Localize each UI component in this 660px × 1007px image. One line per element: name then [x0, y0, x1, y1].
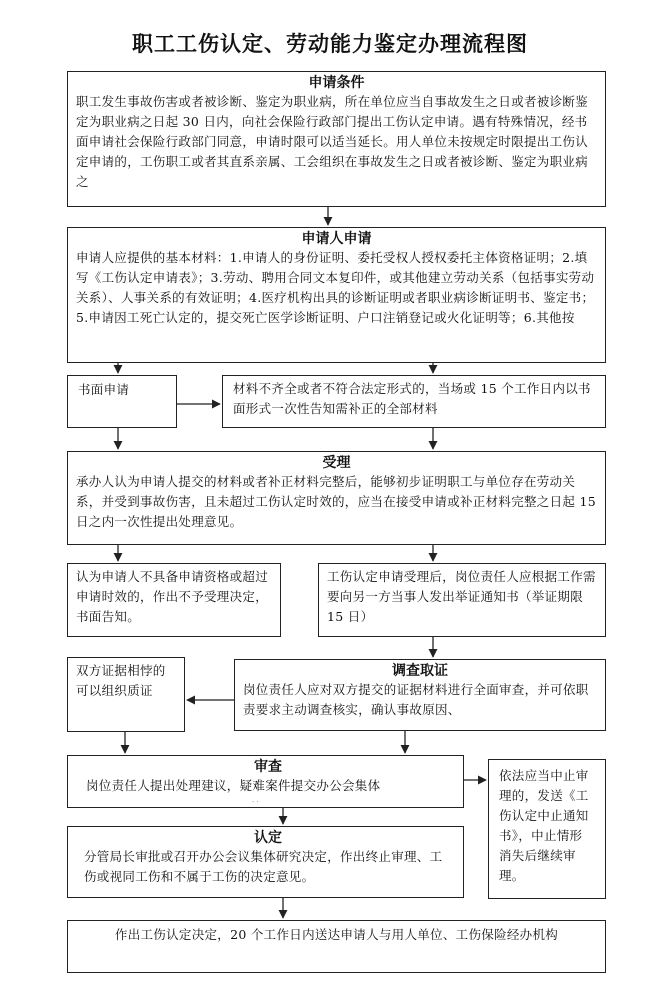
- application-box: [67, 227, 606, 363]
- evidence-conflict-box: [67, 657, 185, 732]
- investigation-box: [234, 659, 606, 731]
- review-text: 岗位责任人提出处理建议，疑难案件提交办公会集体: [86, 778, 381, 793]
- suspend-box: [488, 759, 606, 899]
- determination-text: 分管局长审批或召开办公会议集体研究决定，作出终止审理、工伤或视同工伤和不属于工伤的决定意见。: [84, 849, 443, 884]
- conditions-text: 职工发生事故伤害或者被诊断、鉴定为职业病，所在单位应当自事故发生之日或者被诊断鉴定为职业病之日起 30 日内，向社会保险行政部门提出工伤认定申请。遇有特殊情况，经书面申请社会保险行政部门同意，申请时限可以适当延长。用人单位未按规定时限提出工伤认定申请的，工伤职工或者其直系亲属、工会组织在事故发生之日或者被诊断、鉴定为职业病之: [76, 94, 589, 189]
- accept-heading: 受理: [322, 455, 351, 471]
- written-application-box: [67, 375, 177, 428]
- determination-box: [67, 826, 464, 898]
- suspend-text: 依法应当中止审理的，发送《工伤认定中止通知书》，中止情形消失后继续审理。: [499, 768, 589, 883]
- page-title: 职工工伤认定、劳动能力鉴定办理流程图: [132, 32, 528, 56]
- reject-text: 认为申请人不具备申请资格或超过申请时效的，作出不予受理决定，书面告知。: [76, 569, 269, 624]
- reject-box: [67, 563, 281, 637]
- incomplete-materials-text: 材料不齐全或者不符合法定形式的，当场或 15 个工作日内以书面形式一次性告知需补正的全部材料: [233, 381, 591, 416]
- accept-box: [67, 451, 606, 545]
- review-heading: 审查: [254, 759, 282, 775]
- application-heading: 申请人申请: [301, 231, 372, 247]
- final-decision-box: [67, 920, 606, 973]
- evidence-conflict-text: 双方证据相悖的可以组织质证: [76, 663, 166, 698]
- review-box: [67, 755, 464, 808]
- final-decision-text: 作出工伤认定决定，20 个工作日内送达申请人与用人单位、工伤保险经办机构: [114, 927, 559, 942]
- written-application-text: 书面申请: [78, 382, 130, 397]
- evidence-notice-box: [318, 563, 606, 637]
- accept-text: 承办人认为申请人提交的材料或者补正材料完整后，能够初步证明职工与单位存在劳动关系，并受到事故伤害，且未超过工伤认定时效的，应当在接受申请或补正材料完整之日起 15 日之内一次性提出处理意见。: [76, 474, 596, 529]
- scan-smudge: · ·: [252, 798, 259, 806]
- conditions-heading: 申请条件: [308, 75, 365, 91]
- incomplete-materials-box: [222, 375, 606, 428]
- determination-heading: 认定: [254, 830, 282, 846]
- conditions-box: [67, 71, 606, 207]
- investigation-heading: 调查取证: [392, 663, 448, 679]
- application-text: 申请人应提供的基本材料：1.申请人的身份证明、委托受权人授权委托主体资格证明；2.填写《工伤认定申请表》；3.劳动、聘用合同文本复印件，或其他建立劳动关系（包括事实劳动关系）、人事关系的有效证明；4.医疗机构出具的诊断证明或者职业病诊断证明书、鉴定书；5.申请因工死亡认定的，提交死亡医学诊断证明、户口注销登记或火化证明等；6.其他按: [76, 250, 595, 325]
- investigation-text: 岗位责任人应对双方提交的证据材料进行全面审查，并可依职责要求主动调查核实，确认事故原因、: [243, 682, 589, 717]
- evidence-notice-text: 工伤认定申请受理后，岗位责任人应根据工作需要向另一方当事人发出举证通知书（举证期限 15 日）: [327, 569, 596, 624]
